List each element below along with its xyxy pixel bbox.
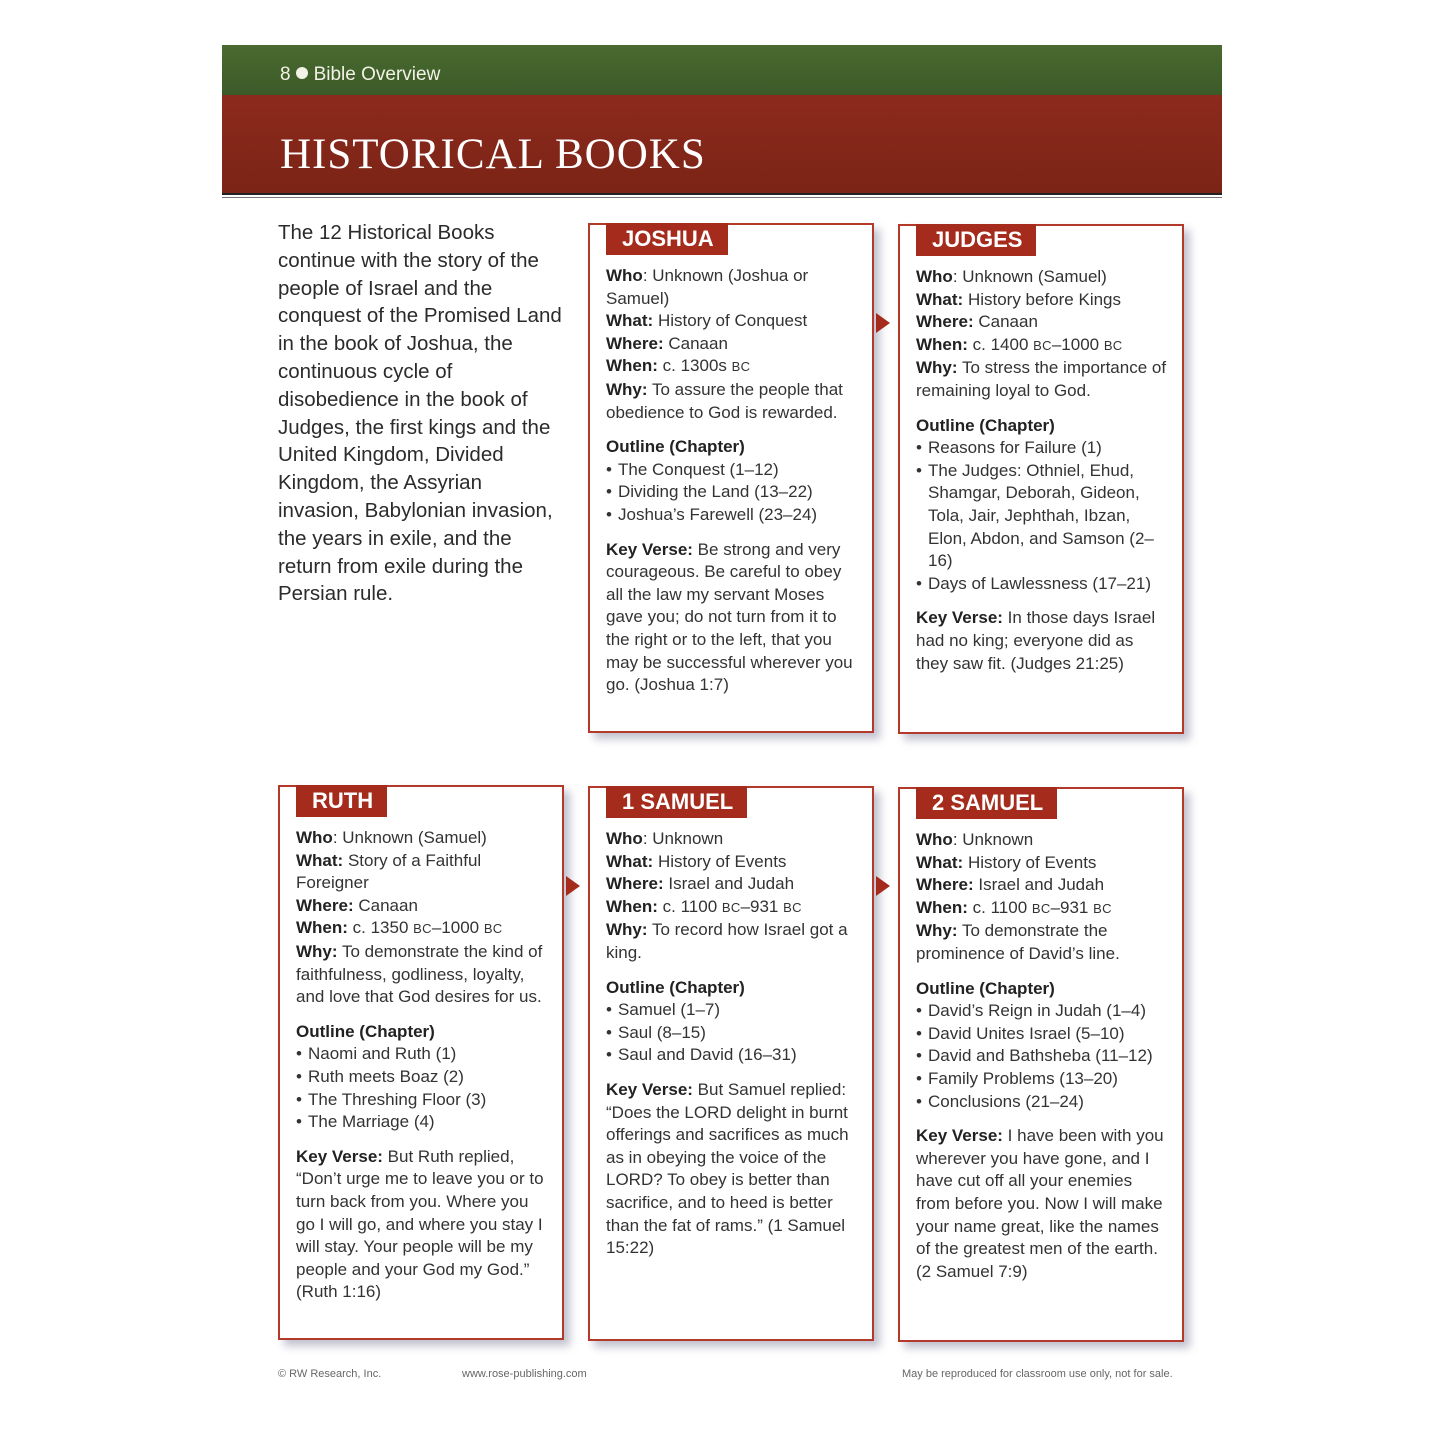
when-label: When: [916, 334, 968, 354]
why-value: To record how Israel got a king. [606, 920, 848, 962]
outline-section [296, 1021, 548, 1134]
outline-item: • Naomi and Ruth (1) [296, 1043, 548, 1066]
what-value: History of Events [653, 851, 787, 871]
book-facts [606, 265, 858, 424]
book-facts [296, 827, 548, 1009]
outline-list [916, 437, 1168, 595]
key-verse [296, 1146, 548, 1304]
when-value: c. 1350 [347, 918, 414, 938]
when-line [916, 897, 1168, 921]
where-line [916, 311, 1168, 334]
outline-item: • Dividing the Land (13–22) [606, 481, 858, 504]
why-label: Why: [916, 358, 958, 378]
what-value: History of Conquest [653, 311, 808, 331]
outline-list [606, 999, 858, 1067]
top-bar [222, 45, 1222, 95]
when-value: c. 1300s [657, 356, 732, 376]
when-line [296, 917, 548, 941]
key-verse-label: Key Verse: [606, 1079, 693, 1099]
what-label: What: [916, 852, 964, 872]
why-value: To demonstrate the kind of faithfulness, godliness, loyalty, and love that God desires for us. [296, 941, 543, 1007]
when-label: When: [606, 356, 658, 376]
what-line [916, 852, 1168, 875]
divider [222, 193, 1222, 195]
era-label: BC [1093, 900, 1112, 916]
who-value: : Unknown (Samuel) [952, 267, 1107, 286]
what-value: Story of a Faithful Foreigner [296, 850, 482, 893]
key-verse-text: I have been with you wherever you have gone, and I have cut off all your enemies from before you. Now I will make your name great, like the names of the greatest men of the earth. (2 Samuel 7:9) [916, 1126, 1164, 1281]
key-verse-label: Key Verse: [606, 539, 693, 559]
bullet-dot-icon [296, 67, 308, 79]
why-label: Why: [606, 379, 648, 399]
book-card-1-samuel [588, 786, 874, 1341]
era-label: BC [731, 359, 751, 375]
outline-section [606, 436, 858, 526]
why-line [296, 941, 548, 1009]
era-label: BC [1033, 337, 1052, 353]
outline-heading: Outline (Chapter) [916, 978, 1055, 998]
outline-item: • The Marriage (4) [296, 1111, 548, 1134]
key-verse-text: Be strong and very courageous. Be careful to obey all the law my servant Moses gave you; do not turn from it to the right or to the left, that you may be successful wherever you go. (Joshua 1:7) [606, 539, 853, 695]
who-label: Who [916, 267, 953, 286]
footer-website: www.rose-publishing.com [462, 1368, 587, 1380]
era-label: BC [783, 899, 802, 915]
section-name: Bible Overview [313, 64, 441, 85]
outline-item: • The Judges: Othniel, Ehud, Shamgar, Deborah, Gideon, Tola, Jair, Jephthah, Ibzan, Elon, Abdon, and Samson (2–16) [916, 460, 1168, 573]
book-card-ruth [278, 785, 564, 1340]
when-value-end: –1000 [431, 918, 484, 938]
who-label: Who [606, 829, 643, 848]
who-value: : Unknown [952, 830, 1034, 849]
why-line [606, 919, 858, 964]
outline-heading: Outline (Chapter) [296, 1021, 435, 1041]
where-label: Where: [916, 875, 974, 895]
what-value: History before Kings [963, 289, 1122, 309]
when-value: c. 1100 [657, 896, 722, 916]
outline-item: • Conclusions (21–24) [916, 1091, 1168, 1114]
what-label: What: [296, 850, 344, 870]
divider [222, 197, 1222, 198]
key-verse-label: Key Verse: [916, 608, 1003, 628]
who-line [916, 266, 1168, 289]
book-facts [606, 828, 858, 965]
outline-heading: Outline (Chapter) [606, 977, 745, 997]
outline-item: • Joshua’s Farewell (23–24) [606, 504, 858, 527]
outline-item: • Saul and David (16–31) [606, 1044, 858, 1067]
when-label: When: [916, 897, 968, 917]
arrow-right-icon [876, 876, 890, 896]
key-verse [916, 1125, 1168, 1283]
arrow-right-icon [876, 313, 890, 333]
breadcrumb [280, 64, 440, 86]
title-banner [222, 95, 1222, 193]
outline-list [296, 1043, 548, 1133]
page-title: HISTORICAL BOOKS [280, 131, 706, 178]
arrow-right-icon [566, 876, 580, 896]
book-title: 2 SAMUEL [916, 787, 1057, 819]
outline-section [606, 977, 858, 1067]
who-value: : Unknown [642, 829, 724, 848]
key-verse [916, 607, 1168, 675]
outline-item: • Saul (8–15) [606, 1022, 858, 1045]
outline-item: • Ruth meets Boaz (2) [296, 1066, 548, 1089]
book-facts [916, 266, 1168, 403]
who-value: : Unknown (Joshua or Samuel) [606, 266, 809, 308]
era-label: BC [721, 899, 741, 915]
why-line [916, 357, 1168, 402]
book-title: JOSHUA [606, 223, 728, 255]
where-value: Canaan [973, 312, 1038, 332]
when-line [606, 355, 858, 379]
outline-item: • Days of Lawlessness (17–21) [916, 573, 1168, 596]
what-label: What: [606, 311, 654, 331]
book-title: 1 SAMUEL [606, 786, 747, 818]
outline-item: • Samuel (1–7) [606, 999, 858, 1022]
era-label: BC [1103, 337, 1123, 353]
who-line [606, 828, 858, 851]
why-line [916, 920, 1168, 965]
what-label: What: [916, 289, 964, 309]
book-title: RUTH [296, 785, 387, 817]
era-label: BC [1031, 900, 1051, 916]
outline-heading: Outline (Chapter) [916, 415, 1055, 435]
why-value: To demonstrate the prominence of David’s line. [916, 921, 1120, 963]
outline-item: • Reasons for Failure (1) [916, 437, 1168, 460]
where-line [606, 873, 858, 896]
era-label: BC [413, 921, 432, 937]
book-card-2-samuel [898, 787, 1184, 1342]
outline-item: • David’s Reign in Judah (1–4) [916, 1000, 1168, 1023]
outline-item: • The Threshing Floor (3) [296, 1089, 548, 1112]
key-verse-text: But Samuel replied: “Does the LORD delight in burnt offerings and sacrifices as much as in obeying the voice of the LORD? To obey is better than sacrifice, and to heed is better than the fat of rams.” (1 Samuel 15:22) [606, 1079, 849, 1258]
key-verse-text: But Ruth replied, “Don’t urge me to leave you or to turn back from you. Where you go I will go, and where you stay I will stay. Your people will be my people and your God my God.” (Ruth 1:16) [296, 1146, 544, 1302]
where-label: Where: [606, 333, 664, 353]
book-card-joshua [588, 223, 874, 733]
who-value: : Unknown (Samuel) [332, 828, 487, 847]
footer-notice: May be reproduced for classroom use only, not for sale. [902, 1368, 1173, 1380]
where-label: Where: [606, 874, 664, 894]
key-verse [606, 539, 858, 697]
when-value: c. 1400 [967, 334, 1034, 354]
key-verse-label: Key Verse: [296, 1146, 383, 1166]
outline-heading: Outline (Chapter) [606, 437, 745, 457]
era-label: BC [483, 921, 503, 937]
outline-item: • Family Problems (13–20) [916, 1068, 1168, 1091]
page-number: 8 [280, 64, 291, 85]
where-line [606, 333, 858, 356]
outline-item: • David and Bathsheba (11–12) [916, 1045, 1168, 1068]
why-value: To stress the importance of remaining loyal to God. [916, 358, 1167, 400]
where-label: Where: [916, 312, 974, 332]
book-card-judges [898, 224, 1184, 734]
book-title: JUDGES [916, 224, 1036, 256]
why-label: Why: [296, 941, 338, 961]
outline-list [606, 459, 858, 527]
outline-item: • The Conquest (1–12) [606, 459, 858, 482]
who-line [296, 827, 548, 850]
key-verse-text: In those days Israel had no king; everyone did as they saw fit. (Judges 21:25) [916, 608, 1156, 673]
book-facts [916, 829, 1168, 966]
outline-section [916, 978, 1168, 1114]
who-label: Who [296, 828, 333, 847]
why-label: Why: [916, 921, 958, 941]
key-verse [606, 1079, 858, 1260]
when-value-end: –931 [740, 896, 784, 916]
where-line [916, 874, 1168, 897]
who-line [916, 829, 1168, 852]
what-label: What: [606, 851, 654, 871]
when-label: When: [606, 896, 658, 916]
where-value: Canaan [353, 895, 418, 915]
when-value: c. 1100 [967, 897, 1032, 917]
who-label: Who [606, 266, 643, 285]
what-line [606, 851, 858, 874]
when-line [606, 896, 858, 920]
when-line [916, 334, 1168, 358]
what-line [606, 310, 858, 333]
intro-paragraph: The 12 Historical Books continue with the story of the people of Israel and the conquest of the Promised Land in the book of Joshua, the continuous cycle of disobedience in the book of Judges, the first kings and the United Kingdom, Divided Kingdom, the Assyrian invasion, Babylonian invasion, the years in exile, and the return from exile during the Persian rule. [278, 221, 562, 606]
who-line [606, 265, 858, 310]
where-value: Israel and Judah [663, 874, 795, 894]
footer-copyright: © RW Research, Inc. [278, 1368, 382, 1380]
outline-section [916, 415, 1168, 596]
where-value: Israel and Judah [973, 875, 1105, 895]
when-value-end: –931 [1050, 897, 1094, 917]
where-label: Where: [296, 895, 354, 915]
key-verse-label: Key Verse: [916, 1126, 1003, 1146]
when-label: When: [296, 918, 348, 938]
who-label: Who [916, 830, 953, 849]
where-value: Canaan [663, 333, 728, 353]
where-line [296, 895, 548, 918]
outline-list [916, 1000, 1168, 1113]
what-value: History of Events [963, 852, 1097, 872]
outline-item: • David Unites Israel (5–10) [916, 1023, 1168, 1046]
why-label: Why: [606, 920, 648, 940]
when-value-end: –1000 [1051, 334, 1104, 354]
why-value: To assure the people that obedience to God is rewarded. [606, 379, 843, 422]
why-line [606, 379, 858, 424]
what-line [916, 289, 1168, 312]
what-line [296, 850, 548, 895]
